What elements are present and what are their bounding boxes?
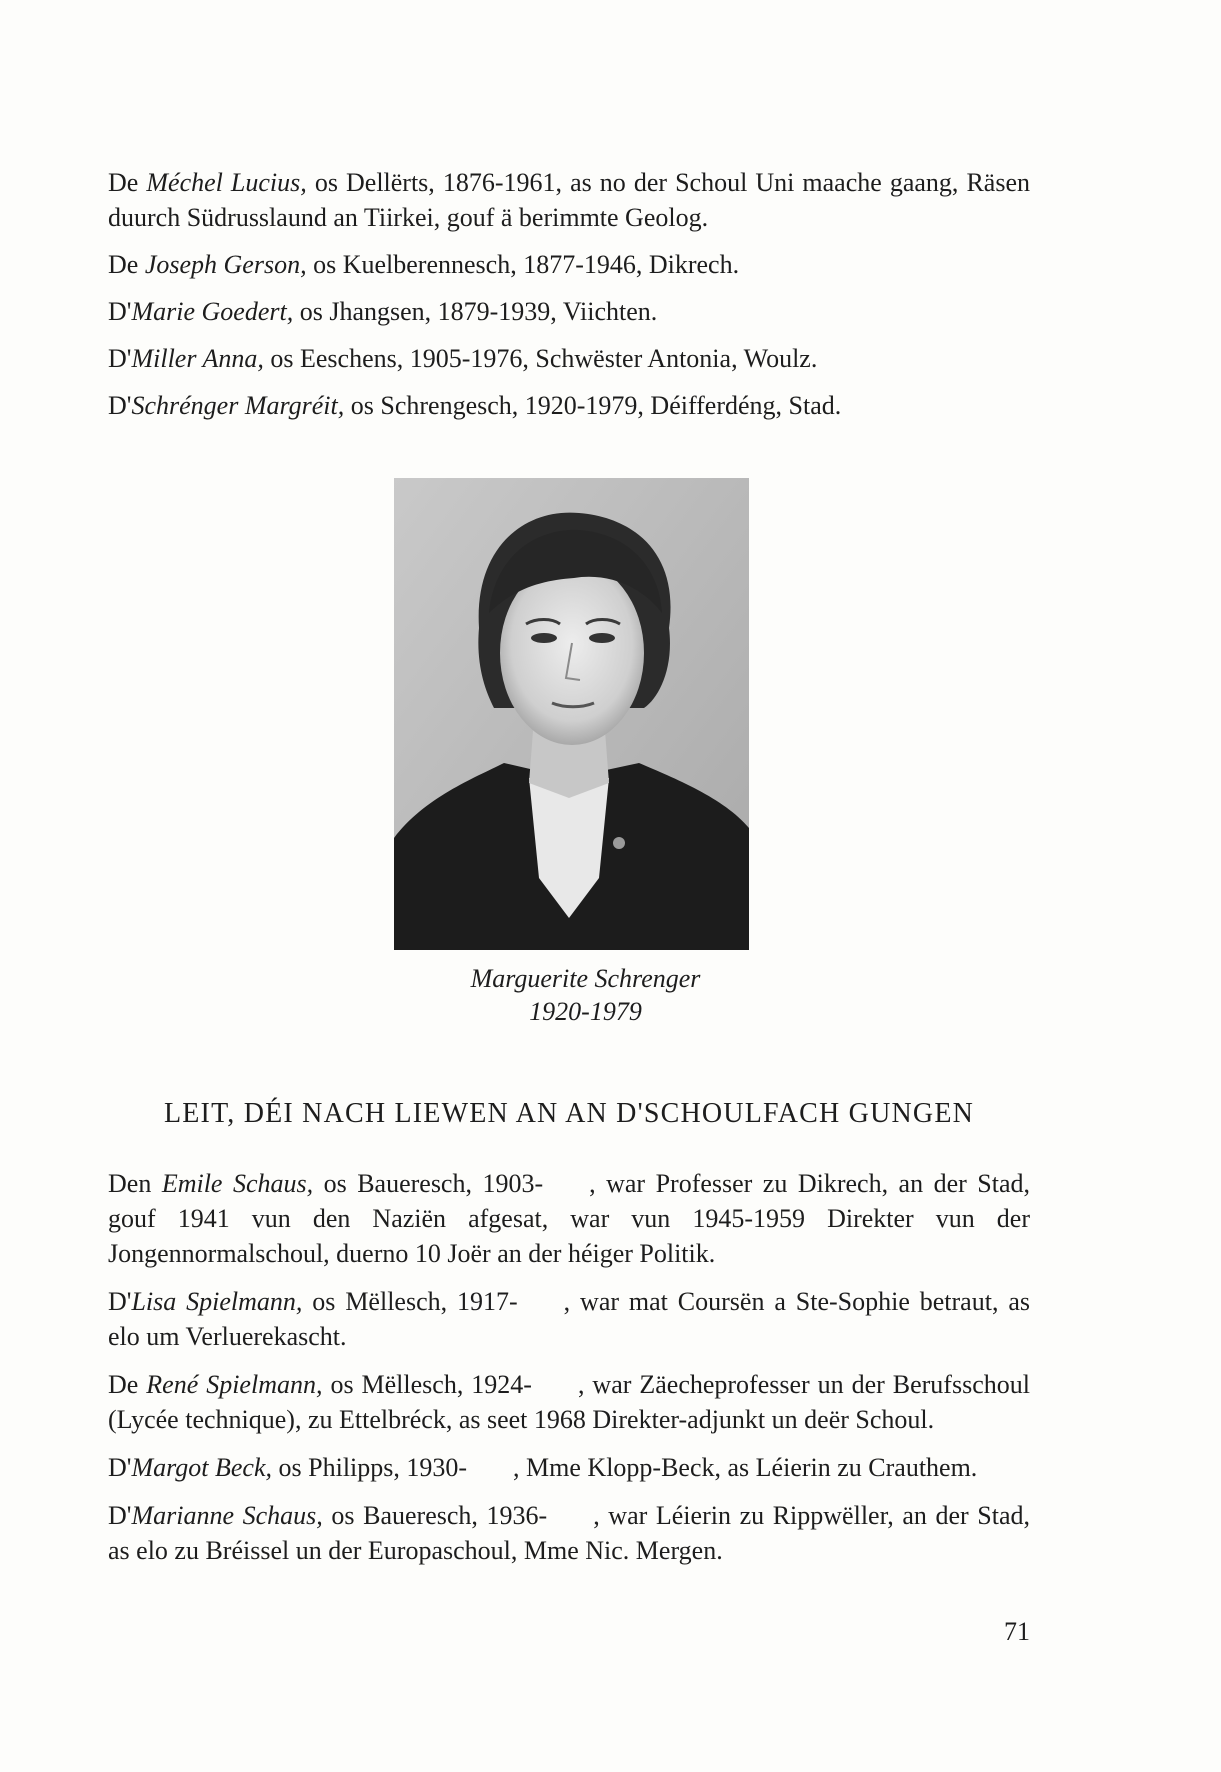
entry-name: Emile Schaus, — [161, 1169, 314, 1198]
section-heading: LEIT, DÉI NACH LIEWEN AN AN D'SCHOULFACH GUNGEN — [163, 1098, 975, 1129]
entry-origin: os Philipps, 1930- — [272, 1453, 468, 1482]
entry-name: Margot Beck, — [131, 1453, 273, 1482]
entries-top — [108, 165, 1030, 435]
entry-text: , war Zäecheprofesser un der Berufsschoul (Lycée technique), zu Ettelbréck, as seet 1968 Direkter-adjunkt un deër Schoul. — [108, 1370, 1030, 1434]
entry-prefix: D' — [108, 344, 132, 373]
entry-name: Lisa Spielmann, — [131, 1287, 303, 1316]
entry — [108, 294, 1030, 329]
entry-text: os Eeschens, 1905-1976, Schwëster Antonia, Woulz. — [263, 344, 818, 373]
entry-prefix: De — [108, 168, 147, 197]
entry-text: , war mat Coursën a Ste-Sophie betraut, as elo um Verluerekascht. — [108, 1287, 1030, 1351]
entry-name: Miller Anna, — [131, 344, 264, 373]
entry-name: Méchel Lucius, — [146, 168, 307, 197]
entry — [108, 341, 1030, 376]
photo-caption — [300, 962, 871, 1028]
entry-origin: os Mëllesch, 1917- — [302, 1287, 518, 1316]
entry-origin: os Baueresch, 1936- — [322, 1501, 548, 1530]
entry-text: os Jhangsen, 1879-1939, Viichten. — [293, 297, 658, 326]
entry-name: Marie Goedert, — [131, 297, 294, 326]
entry — [108, 1166, 1030, 1271]
entry-name: Schrénger Margréit, — [131, 391, 345, 420]
entry-prefix: Den — [108, 1169, 162, 1198]
entry-text: , war Léierin zu Rippwëller, an der Stad, as elo zu Bréissel un der Europaschoul, Mme Nic. Mergen. — [108, 1501, 1031, 1565]
entry-origin: os Baueresch, 1903- — [313, 1169, 544, 1198]
entry-text: os Schrengesch, 1920-1979, Déifferdéng, Stad. — [344, 391, 842, 420]
entry-text: , war Professer zu Dikrech, an der Stad, gouf 1941 vun den Naziën afgesat, war vun 1945-1959 Direkter vun der Jongennormalschoul, duerno 10 Joër an der héiger Politik. — [108, 1169, 1030, 1268]
entry-prefix: D' — [108, 1453, 132, 1482]
entry — [108, 388, 1030, 423]
entry-text: os Dellërts, 1876-1961, as no der Schoul Uni maache gaang, Räsen duurch Südrusslaund an Tiirkei, gouf ä berimmte Geolog. — [108, 168, 1031, 232]
entry-prefix: D' — [108, 297, 132, 326]
entry — [108, 247, 1030, 282]
entry-name: Joseph Gerson, — [144, 250, 307, 279]
caption-name: Marguerite Schrenger — [470, 964, 701, 993]
entry-text: os Kuelberennesch, 1877-1946, Dikrech. — [306, 250, 740, 279]
entry-prefix: De — [108, 250, 145, 279]
entry-text: , Mme Klopp-Beck, as Léierin zu Crauthem. — [513, 1453, 978, 1482]
portrait-image — [394, 478, 749, 950]
caption-years: 1920-1979 — [529, 997, 642, 1026]
entry-prefix: D' — [108, 1501, 132, 1530]
entry — [108, 1284, 1030, 1354]
entry-prefix: D' — [108, 1287, 132, 1316]
entry — [108, 1450, 1030, 1485]
entry-prefix: D' — [108, 391, 132, 420]
entry — [108, 1498, 1030, 1568]
entry-name: René Spielmann, — [146, 1370, 323, 1399]
entry-name: Marianne Schaus, — [131, 1501, 323, 1530]
page-number: 71 — [1004, 1617, 1030, 1646]
entry-prefix: De — [108, 1370, 147, 1399]
portrait-photo — [394, 478, 749, 950]
entry — [108, 165, 1030, 235]
entry-origin: os Mëllesch, 1924- — [322, 1370, 532, 1399]
entry — [108, 1367, 1030, 1437]
entries-bottom — [108, 1166, 1030, 1581]
